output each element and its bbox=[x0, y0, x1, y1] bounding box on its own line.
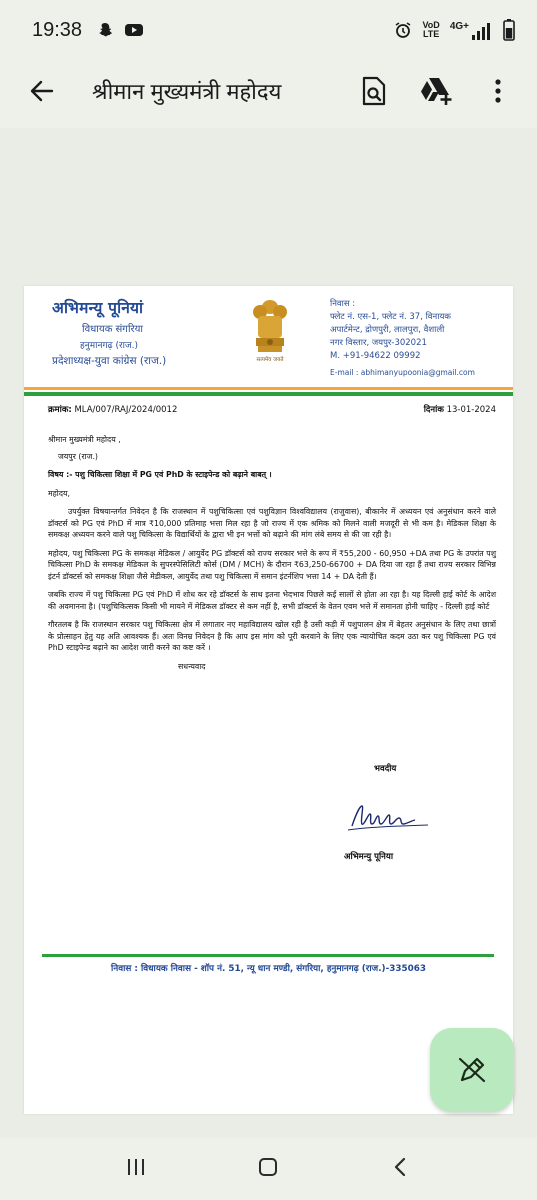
status-time: 19:38 bbox=[32, 18, 83, 41]
document-title: श्रीमान मुख्यमंत्री महोदय bbox=[92, 79, 282, 104]
paragraph-2: महोदय, पशु चिकित्सा PG के समकक्ष मेडिकल / आयुर्वेद PG डॉक्टर्स को राज्य सरकार भत्ते के रूप में ₹55,200 - 60,950 +DA तथा PG के उपरांत पशु चिकित्सा PhD के समकक्ष मेडिकल के सुपरस्पेसिलिटी कोर्स (DM / MCH) के दौरान ₹63,250-66700 + DA दिया जा रहा हैं तथा राज्य सरकार विभिन्न इंटर्न डॉक्टर्स को समकक्ष शिक्षा जैसे मेडीकल, आयुर्वेद तथा पशु चिकित्सा में समान इंटर्नशिप भत्ता 14 + DA देती हैं। bbox=[48, 548, 496, 581]
letterhead-district: हनुमानगढ़ (राज.) bbox=[80, 341, 139, 351]
signer-name: अभिमन्यु पूनिया bbox=[344, 852, 394, 862]
email-address: E-mail : abhimanyupoonia@gmail.com bbox=[330, 368, 475, 377]
status-bar bbox=[0, 0, 537, 60]
more-options-button[interactable] bbox=[473, 66, 523, 116]
paragraph-3: जबकि राज्य में पशु चिकित्सा PG एवं PhD में शोध कर रहे डॉक्टर्स के साथ इतना भेदभाव पिछले कई सालों से होता आ रहा है। यह दिल्ली हाई कोर्ट के आदेश की अवमानना है। (पशुचिकित्सक किसी भी मायने में मेडिकल डॉक्टर से कम नहीं है, सभी डॉक्टर्स के वेतन एवम भत्ते में समानता होनी चाहिए - दिल्ली हाई कोर्ट bbox=[48, 590, 496, 611]
add-to-drive-icon bbox=[419, 76, 453, 106]
mobile-type-label: 4G+ bbox=[449, 20, 469, 32]
signature-image bbox=[344, 792, 444, 842]
app-bar bbox=[0, 60, 537, 122]
search-document-icon bbox=[361, 76, 387, 106]
recents-button[interactable] bbox=[125, 1156, 147, 1182]
signature-block bbox=[344, 763, 484, 862]
home-icon bbox=[257, 1156, 279, 1178]
addressee: श्रीमान मुख्यमंत्री महोदय , bbox=[48, 435, 121, 444]
reference-line bbox=[48, 404, 496, 415]
system-nav-bar bbox=[0, 1138, 537, 1200]
youtube-icon bbox=[124, 22, 144, 38]
salutation: महोदय, bbox=[48, 488, 70, 498]
edit-pen-icon bbox=[456, 1054, 488, 1086]
app-bar-actions bbox=[349, 66, 537, 116]
closing-word: भवदीय bbox=[374, 764, 397, 774]
paragraph-4: गौरतलब है कि राजस्थान सरकार पशु चिकित्सा क्षेत्र में लगातार नए महाविद्यालय खोल रही है उसी कड़ी में पशुपालन क्षेत्र में बेहतर अनुसंधान के लिए तथा छात्रों के प्रोत्साहन हेतु यह अति आवश्यक हैं। अतः विनम्र निवेदन है कि आप इस मांग को पूरी करवाने के लिए एक न्यायोचित कदम उठा कर पशु चिकित्सा PG एवं PhD स्टाइपेन्ड बढ़ाने का आदेश जारी करने का कष्ट करें । bbox=[48, 620, 496, 652]
back-nav-icon bbox=[390, 1156, 412, 1178]
back-nav-button[interactable] bbox=[390, 1156, 412, 1182]
edit-fab-button[interactable] bbox=[430, 1028, 514, 1112]
back-button[interactable] bbox=[12, 60, 72, 122]
network-label-lte: LTE bbox=[422, 29, 440, 39]
tricolor-divider bbox=[24, 387, 513, 396]
paragraph-1: उपर्युक्त विषयान्तर्गत निवेदन है कि राजस्थान में पशुचिकित्सा एवं पशुविज्ञान विश्वविद्यालय (राजुवास), बीकानेर में अध्ययन एवं अनुसंधान करने वाले डॉक्टर्स को PG एवं PhD में मात्र ₹10,000 प्रतिमाह भत्ता मिल रहा है जो राज्य में एक श्रमिक को मिलने वाली मजदूरी से भी कम है। मेडिकल शिक्षा के समकक्ष अध्ययन करने वाले पशु चिकित्सा के विद्यार्थियों के द्वारा भी इन भत्तों को बढ़ाने की मांग लंबे समय से की जा रही है। bbox=[48, 507, 496, 539]
home-button[interactable] bbox=[257, 1156, 279, 1182]
search-document-button[interactable] bbox=[349, 66, 399, 116]
signal-icon bbox=[471, 22, 493, 40]
letterhead-left bbox=[52, 296, 232, 368]
date-value: 13-01-2024 bbox=[446, 405, 496, 415]
reference-label: क्रमांक: bbox=[48, 405, 72, 415]
letter-body bbox=[48, 434, 496, 679]
reference-number bbox=[48, 404, 177, 415]
status-right-icons bbox=[394, 19, 515, 41]
address-line-1: फ्लेट नं. एस-1, फ्लेट नं. 37, विनायक bbox=[330, 312, 451, 322]
address-line-3: नगर विस्तार, जयपुर-302021 bbox=[330, 338, 427, 348]
letterhead-name: अभिमन्यू पूनियां bbox=[52, 299, 144, 317]
battery-icon bbox=[503, 19, 515, 41]
letterhead-address bbox=[330, 298, 510, 379]
arrow-back-icon bbox=[29, 78, 55, 104]
national-emblem-icon bbox=[246, 298, 294, 368]
volte-icon bbox=[422, 21, 439, 39]
footer-address: निवास : विधायक निवास - शॉप नं. 51, न्यू धान मण्डी, संगरिया, हनुमानगढ़ (राज.)-335063 bbox=[111, 964, 426, 974]
addressee-city: जयपुर (राज.) bbox=[58, 451, 98, 461]
address-label: निवास : bbox=[330, 299, 356, 309]
mobile-number: M. +91-94622 09992 bbox=[330, 351, 421, 361]
network-label-vod: VoD bbox=[422, 20, 440, 30]
alarm-icon bbox=[394, 21, 412, 39]
document-page[interactable] bbox=[24, 286, 513, 1114]
emblem-motto: सत्यमेव जयते bbox=[256, 357, 284, 363]
date-label: दिनांक bbox=[423, 405, 444, 415]
reference-value: MLA/007/RAJ/2024/0012 bbox=[74, 405, 178, 415]
more-options-icon bbox=[494, 78, 502, 104]
snapchat-icon bbox=[96, 21, 114, 39]
letter-subject: विषय :- पशु चिकित्सा शिक्षा में PG एवं PhD के स्टाइपेन्ड को बढ़ाने बाबत् । bbox=[48, 470, 272, 479]
document-viewer[interactable] bbox=[0, 128, 537, 1138]
recents-icon bbox=[125, 1156, 147, 1178]
letter-date bbox=[424, 404, 496, 415]
letterhead-designation: विधायक संगरिया bbox=[82, 324, 144, 335]
add-to-drive-button[interactable] bbox=[411, 66, 461, 116]
status-left-icons bbox=[96, 21, 144, 39]
thanks-line: सधन्यवाद bbox=[178, 661, 206, 671]
address-line-2: अपार्टमेन्ट, द्रोणपुरी, लालपुरा, वैशाली bbox=[330, 325, 445, 335]
letterhead-party-post: प्रदेशाध्यक्ष-युवा कांग्रेस (राज.) bbox=[52, 355, 167, 367]
footer-divider bbox=[42, 954, 494, 957]
